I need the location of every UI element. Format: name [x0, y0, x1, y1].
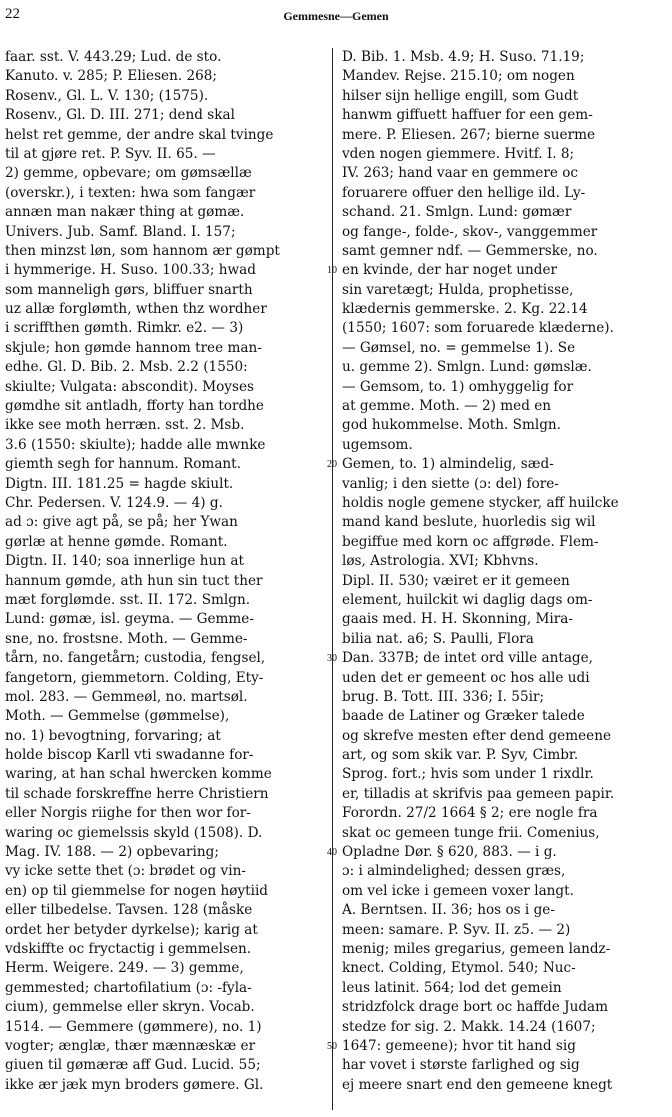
line-number: 10 — [327, 265, 337, 277]
text-line: annæn man nakær thing at gømæ. — [5, 204, 245, 221]
text-line: mere. P. Eliesen. 267; bierne suerme — [342, 126, 596, 143]
column-divider — [332, 48, 333, 1110]
text-line: foruarere offuer den hellige ild. Ly- — [342, 184, 586, 201]
text-line: knect. Colding, Etymol. 540; Nuc- — [342, 960, 576, 977]
text-line: Digtn. II. 140; soa innerlige hun at — [5, 553, 244, 570]
text-line: helst ret gemme, der andre skal tvinge — [5, 126, 274, 143]
text-line: Rosenv., Gl. L. V. 130; (1575). — [5, 87, 209, 104]
text-line: holde biscop Karll vti swadanne for- — [5, 747, 254, 764]
text-line: vdskiffte oc fryctactig i gemmelsen. — [5, 940, 252, 957]
text-line: faar. sst. V. 443.29; Lud. de sto. — [5, 49, 222, 65]
text-line: hilser sijn hellige engill, som Gudt — [342, 87, 579, 104]
text-line: IV. 263; hand vaar en gemmere oc — [342, 165, 578, 182]
text-line: skjule; hon gømde hannom tree man- — [5, 339, 262, 356]
text-line: schand. 21. Smlgn. Lund: gømær — [342, 204, 572, 221]
text-line: Sprog. fort.; hvis som under 1 rixdlr. — [342, 766, 594, 783]
text-line: en) op til giemmelse for nogen høytiid — [5, 882, 268, 899]
text-line: vden nogen giemmere. Hvitf. I. 8; — [342, 145, 575, 162]
text-line: klædernis gemmerske. 2. Kg. 22.14 — [342, 301, 588, 318]
text-line: fangetorn, giemmetorn. Colding, Ety- — [5, 669, 264, 686]
text-line: mol. 283. — Gemmeøl, no. martsøl. — [5, 688, 248, 705]
text-line: eller tilbedelse. Tavsen. 128 (måske — [5, 902, 253, 919]
text-line: gaais med. H. H. Skonning, Mira- — [342, 611, 573, 628]
right-column — [342, 48, 667, 1095]
text-line: i hymmerige. H. Suso. 100.33; hwad — [5, 262, 256, 279]
text-line: Gemen, to. 1) almindelig, sæd- — [342, 456, 554, 473]
text-line: stedze for sig. 2. Makk. 14.24 (1607; — [342, 1018, 596, 1035]
text-line: Dan. 337B; de intet ord ville antage, — [342, 650, 593, 667]
text-line: 2) gemme, opbevare; om gømsællæ — [5, 165, 252, 182]
text-line: edhe. Gl. D. Bib. 2. Msb. 2.2 (1550: — [5, 359, 248, 376]
text-line: begiffue med korn oc affgrøde. Flem- — [342, 533, 599, 550]
page-number: 22 — [5, 6, 20, 22]
text-line: hanwm giffuett haffuer for een gem- — [342, 107, 593, 124]
text-line: giemth segh for hannum. Romant. — [5, 456, 241, 473]
text-line: — Gemsom, to. 1) omhyggelig for — [342, 378, 574, 395]
text-line: Opladne Dør. § 620, 883. — i g. — [342, 844, 557, 861]
text-line: no. 1) bevogtning, forvaring; at — [5, 727, 221, 744]
line-number: 40 — [327, 847, 337, 859]
text-line: til schade forskreffne herre Christiern — [5, 785, 269, 802]
text-line: som manneligh gørs, bliffuer snarth — [5, 281, 253, 298]
text-line: then minzst løn, som hannom ær gømpt — [5, 242, 280, 259]
text-line: ugemsom. — [342, 436, 413, 453]
text-line: Lund: gømæ, isl. geyma. — Gemme- — [5, 611, 254, 628]
text-line: holdis nogle gemene stycker, aff huilcke — [342, 494, 619, 511]
text-line: 1647: gemeene); hvor tit hand sig — [342, 1037, 576, 1054]
running-head: Gemmesne—Gemen — [283, 9, 389, 23]
text-line: en kvinde, der har noget under — [342, 262, 557, 279]
text-line: eller Norgis riighe for then wor for- — [5, 805, 251, 822]
text-line: brug. B. Tott. III. 336; I. 55ir; — [342, 688, 545, 705]
text-line: god hukommelse. Moth. Smlgn. — [342, 417, 561, 434]
text-line: hannum gømde, ath hun sin tuct ther — [5, 572, 263, 589]
text-line: er, tilladis at skrifvis paa gemeen papir. — [342, 785, 615, 802]
text-line: Forordn. 27/2 1664 § 2; ere nogle fra — [342, 805, 598, 822]
text-line: uden det er gemeent oc hos alle udi — [342, 669, 590, 686]
text-line: samt gemner ndf. — Gemmerske, no. — [342, 242, 598, 259]
text-line: ikke ær jæk myn broders gømere. Gl. — [5, 1076, 264, 1093]
text-line: gømdhe sit antladh, fforty han tordhe — [5, 398, 264, 415]
text-line: Kanuto. v. 285; P. Eliesen. 268; — [5, 68, 218, 85]
text-line: skiulte; Vulgata: abscondit). Moyses — [5, 378, 254, 395]
text-line: vogter; ænglæ, thær mænnæskæ er — [5, 1037, 256, 1054]
text-line: mand kand beslute, huorledis sig wil — [342, 514, 596, 531]
text-line: A. Berntsen. II. 36; hos os i ge- — [342, 902, 555, 919]
text-line: tårn, no. fangetårn; custodia, fengsel, — [5, 650, 266, 667]
text-line: bilia nat. a6; S. Paulli, Flora — [342, 630, 534, 647]
text-line: Rosenv., Gl. D. III. 271; dend skal — [5, 107, 235, 124]
text-line: sne, no. frostsne. Moth. — Gemme- — [5, 630, 248, 647]
text-line: ad ɔ: give agt på, se på; her Ywan — [5, 514, 238, 531]
text-line: (overskr.), i texten: hwa som fangær — [5, 184, 256, 201]
text-line: Dipl. II. 530; væiret er it gemeen — [342, 572, 570, 589]
text-line: vanlig; i den siette (ɔ: del) fore- — [342, 475, 559, 492]
text-line: Moth. — Gemmelse (gømmelse), — [5, 708, 230, 725]
text-line: cium), gemmelse eller skryn. Vocab. — [5, 999, 255, 1016]
text-line: menig; miles gregarius, gemeen landz- — [342, 940, 611, 957]
text-line: Herm. Weigere. 249. — 3) gemme, — [5, 960, 244, 977]
text-line: til at gjøre ret. P. Syv. II. 65. — — [5, 145, 216, 162]
text-line: — Gømsel, no. = gemmelse 1). Se — [342, 339, 576, 356]
text-line: u. gemme 2). Smlgn. Lund: gømslæ. — [342, 359, 592, 376]
text-line: og skrefve mesten efter dend gemeene — [342, 727, 611, 744]
text-line: at gemme. Moth. — 2) med en — [342, 398, 552, 415]
text-line: 3.6 (1550: skiulte); hadde alle mwnke — [5, 436, 266, 453]
text-line: ej meere snart end den gemeene knegt — [342, 1076, 613, 1093]
text-line: leus latinit. 564; lod det gemein — [342, 979, 562, 996]
text-line: giuen til gømæræ aff Gud. Lucid. 55; — [5, 1057, 261, 1074]
text-line: løs, Astrologia. XVI; Kbhvns. — [342, 553, 539, 570]
text-line: har vovet i største farlighed og sig — [342, 1057, 580, 1074]
text-line: og fange-, folde-, skov-, vanggemmer — [342, 223, 598, 240]
text-line: ordet her betyder dyrkelse); karig at — [5, 921, 258, 938]
text-line: skat oc gemeen tunge frii. Comenius, — [342, 824, 600, 841]
text-line: Digtn. III. 181.25 = hagde skiult. — [5, 475, 234, 492]
text-line: Mag. IV. 188. — 2) opbevaring; — [5, 844, 219, 861]
text-line: gørlæ at henne gømde. Romant. — [5, 533, 228, 550]
left-column — [5, 48, 321, 1095]
text-line: vy icke sette thet (ɔ: brødet og vin- — [5, 863, 246, 880]
text-line: waring, at han schal hwercken komme — [5, 766, 272, 783]
text-line: Mandev. Rejse. 215.10; om nogen — [342, 68, 575, 85]
text-line: ɔ: i almindelighed; dessen græs, — [342, 863, 566, 880]
text-line: sin varetægt; Hulda, prophetisse, — [342, 281, 574, 298]
text-line: Chr. Pedersen. V. 124.9. — 4) g. — [5, 494, 223, 511]
line-number: 20 — [327, 459, 337, 471]
text-line: baade de Latiner og Græker talede — [342, 708, 585, 725]
text-line: stridzfolck drage bort oc haffde Judam — [342, 999, 609, 1016]
text-line: Univers. Jub. Samf. Bland. I. 157; — [5, 223, 236, 240]
text-line: waring oc giemelssis skyld (1508). D. — [5, 824, 263, 841]
text-line: meen: samare. P. Syv. II. z5. — 2) — [342, 921, 571, 938]
text-line: art, og som skik var. P. Syv, Cimbr. — [342, 747, 579, 764]
text-line: gemmested; chartofilatium (ɔ: -fyla- — [5, 979, 252, 996]
text-line: om vel icke i gemeen voxer langt. — [342, 882, 574, 899]
line-number: 50 — [327, 1041, 337, 1053]
text-line: D. Bib. 1. Msb. 4.9; H. Suso. 71.19; — [342, 49, 585, 65]
text-line: (1550; 1607: som foruarede klæderne). — [342, 320, 614, 337]
text-line: element, huilckit wi daglig dags om- — [342, 591, 593, 608]
text-line: i scriffthen gømth. Rimkr. e2. — 3) — [5, 320, 244, 337]
text-line: ikke see moth herræn. sst. 2. Msb. — [5, 417, 245, 434]
text-line: mæt forglømde. sst. II. 172. Smlgn. — [5, 591, 251, 608]
text-line: uz allæ forglømth, wthen thz wordher — [5, 301, 267, 318]
line-number: 30 — [327, 653, 337, 665]
text-line: 1514. — Gemmere (gømmere), no. 1) — [5, 1018, 262, 1035]
